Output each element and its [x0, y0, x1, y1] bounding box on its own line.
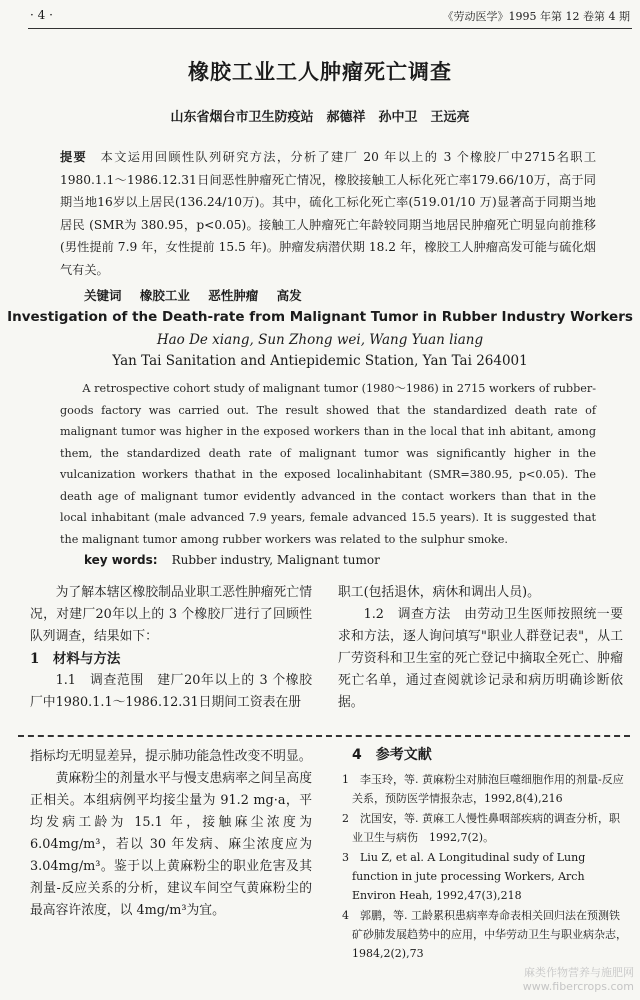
keywords-cn — [84, 286, 302, 304]
dose-response-paragraph: 黄麻粉尘的剂量水平与慢支患病率之间呈高度正相关。本组病例平均接尘量为 91.2 mg·a，平均发病工龄为 15.1 年，接触麻尘浓度为6.04mg/m³，若以 30 年发病、麻尘浓度应为 3.04mg/m³。鉴于以上黄麻粉尘的职业危害及其剂量-反应关系的分析，建议车间空气黄麻粉尘的最高容许浓度，以 4mg/m³为宜。 — [30, 771, 312, 918]
abstract-label: 提要 — [60, 150, 88, 164]
reference-item: 3 Liu Z, et al. A Longitudinal sudy of Lung function in jute processing Workers, Arch Environ Heah, 1992,47(3),218 — [342, 851, 586, 902]
page-splice-divider — [18, 735, 630, 741]
header-rule — [28, 28, 632, 29]
keyword-item: 恶性肿瘤 — [208, 288, 259, 303]
english-institution: Yan Tai Sanitation and Antiepidemic Station, Yan Tai 264001 — [112, 353, 528, 369]
paragraph-continued-2: 指标均无明显差异，提示肺功能急性改变不明显。 — [30, 749, 312, 764]
english-abstract: A retrospective cohort study of malignant tumor (1980～1986) in 2715 workers of rubber-goods factory was carried out. The result showed that the standardized death rate of malignant tumor was higher in the exposed workers than in the local that inh abitant, among them, the standardized death rate of malignant tumor was significantly higher in the vulcanization workers thathat in the exposed localinhabitant (SMR=380.95, p<0.05). The death age of malignant tumor evidently advanced in the contact workers than that in the local inhabitant (male advanced 7.9 years, female advanced 15.5 years). It is suggested that the malignant tumor among rubber workers was related to the sulphur smoke. — [60, 382, 596, 546]
journal-header: 《劳动医学》1995 年第 12 卷第 4 期 — [442, 10, 630, 23]
section-heading-materials: 1 材料与方法 — [30, 651, 121, 667]
keywords-label: 关键词 — [84, 288, 122, 303]
article-title: 橡胶工业工人肿瘤死亡调查 — [188, 60, 452, 84]
authors-line: 山东省烟台市卫生防疫站 郝德祥 孙中卫 王远亮 — [170, 110, 470, 125]
reference-item: 4 郭鹏，等. 工龄累积患病率寿命表相关回归法在预测铁矿砂肺发展趋势中的应用，中华劳动卫生与职业病杂志，1984,2(2),73 — [342, 909, 627, 960]
english-keywords-text: Rubber industry, Malignant tumor — [171, 553, 380, 567]
abstract-cn — [60, 146, 596, 281]
english-keywords-label: key words: — [84, 553, 158, 567]
keyword-item: 高发 — [276, 288, 302, 303]
reference-item: 2 沈国安，等. 黄麻工人慢性鼻咽部疾病的调查分析，职业卫生与病伤 1992,7(2)。 — [342, 812, 620, 844]
english-authors: Hao De xiang, Sun Zhong wei, Wang Yuan liang — [156, 332, 484, 348]
references-heading: 4 参考文献 — [352, 747, 432, 763]
abstract-text: 本文运用回顾性队列研究方法，分析了建厂 20 年以上的 3 个橡胶厂中2715名职工1980.1.1～1986.12.31日间恶性肿瘤死亡情况，橡胶接触工人标化死亡率179.66/10万，高于同期当地16岁以上居民(136.24/10万)。其中，硫化工标化死亡率(519.01/10 万)显著高于同期当地居民 (SMR为 380.95，p<0.05)。接触工人肿瘤死亡年龄较同期当地居民肿瘤死亡明显向前推移(男性提前 7.9 年，女性提前 15.5 年)。肿瘤发病潜伏期 18.2 年，橡胶工人肿瘤高发可能与硫化烟气有关。 — [60, 150, 597, 277]
section-1-2: 1.2 调查方法 由劳动卫生医师按照统一要求和方法，逐人询问填写"职业人群登记表"，从工厂劳资科和卫生室的死亡登记中摘取全死亡、肿瘤死亡名单，通过查阅就诊记录和病历明确诊断依据。 — [338, 607, 623, 710]
paragraph-continued: 职工(包括退休，病休和调出人员)。 — [338, 585, 540, 600]
section-1-1: 1.1 调查范围 建厂20年以上的 3 个橡胶厂中1980.1.1～1986.12.31日期间工资表在册 — [30, 673, 312, 710]
body-right-top — [338, 582, 623, 714]
english-keywords — [84, 553, 380, 567]
intro-paragraph: 为了解本辖区橡胶制品业职工恶性肿瘤死亡情况，对建厂20年以上的 3 个橡胶厂进行了回顾性队列调查，结果如下： — [30, 585, 312, 644]
watermark — [523, 966, 634, 994]
keyword-item: 橡胶工业 — [139, 288, 190, 303]
english-title: Investigation of the Death-rate from Malignant Tumor in Rubber Industry Workers — [7, 309, 633, 325]
watermark-line-1: 麻类作物营养与施肥网 — [524, 966, 634, 979]
body-left-top — [30, 582, 312, 714]
page-number: · 4 · — [30, 8, 53, 22]
reference-item: 1 李玉玲，等. 黄麻粉尘对肺泡巨噬细胞作用的剂量-反应关系，预防医学情报杂志，1992,8(4),216 — [342, 773, 624, 805]
references-list — [342, 770, 627, 964]
body-left-bottom — [30, 746, 312, 922]
watermark-line-2: www.fibercrops.com — [522, 980, 634, 993]
